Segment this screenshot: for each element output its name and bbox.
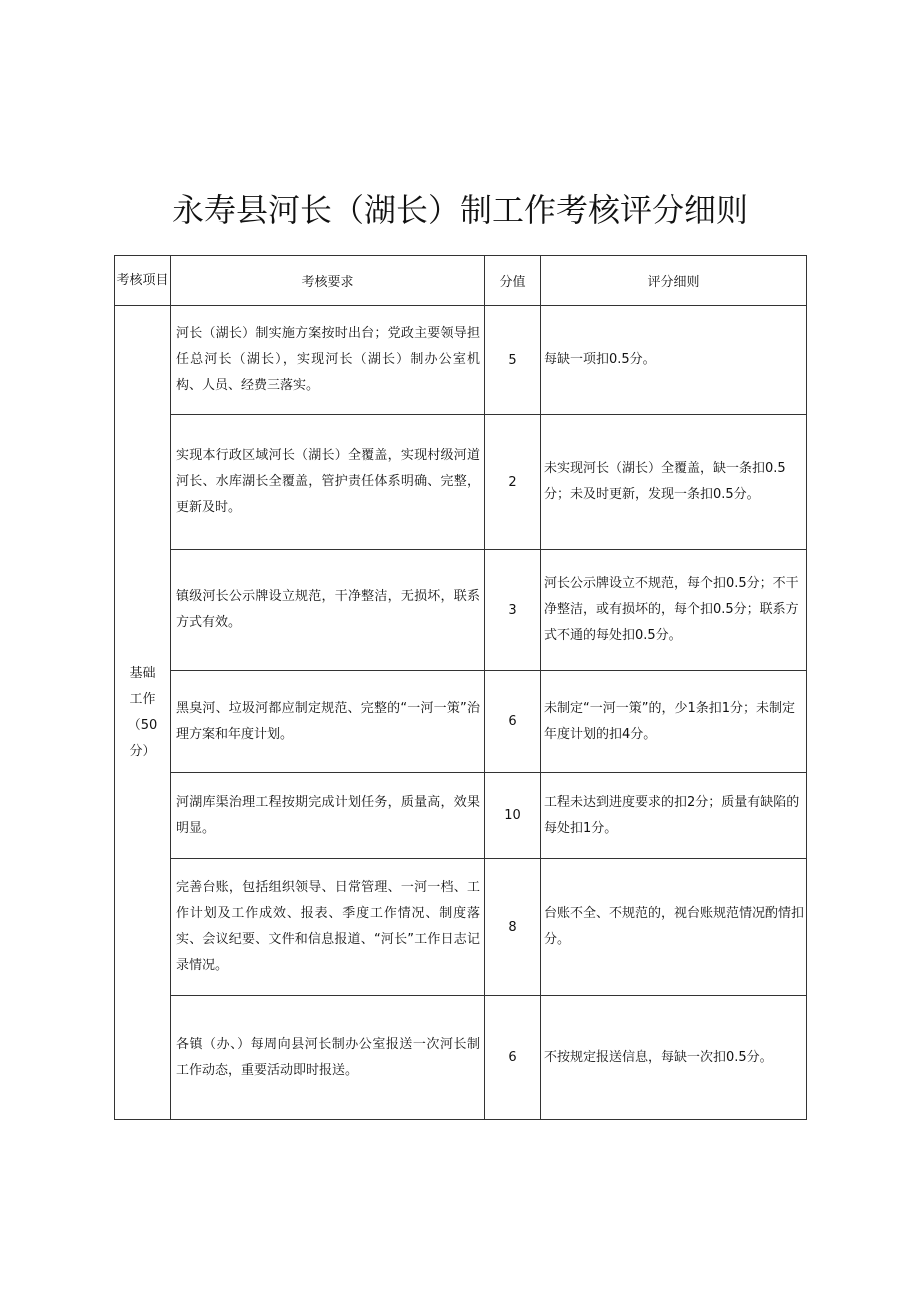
requirement-cell: 镇级河长公示牌设立规范，干净整洁，无损坏，联系方式有效。 (171, 550, 485, 671)
requirement-cell: 各镇（办、）每周向县河长制办公室报送一次河长制工作动态，重要活动即时报送。 (171, 996, 485, 1120)
category-line: （50 (127, 717, 158, 733)
rule-cell: 未实现河长（湖长）全覆盖，缺一条扣0.5分；未及时更新，发现一条扣0.5分。 (541, 415, 807, 550)
category-line: 基础 (129, 665, 156, 681)
score-cell: 6 (485, 996, 541, 1120)
requirement-cell: 河长（湖长）制实施方案按时出台；党政主要领导担任总河长（湖长），实现河长（湖长）制办公室机构、人员、经费三落实。 (171, 306, 485, 415)
score-cell: 6 (485, 671, 541, 773)
header-category: 考核项目 (115, 256, 171, 306)
score-cell: 5 (485, 306, 541, 415)
score-cell: 10 (485, 773, 541, 859)
requirement-cell: 实现本行政区域河长（湖长）全覆盖，实现村级河道河长、水库湖长全覆盖，管护责任体系明确、完整，更新及时。 (171, 415, 485, 550)
requirement-cell: 河湖库渠治理工程按期完成计划任务，质量高，效果明显。 (171, 773, 485, 859)
table-row (115, 773, 807, 859)
header-score: 分值 (485, 256, 541, 306)
score-cell: 3 (485, 550, 541, 671)
score-cell: 8 (485, 859, 541, 996)
rule-cell: 每缺一项扣0.5分。 (541, 306, 807, 415)
category-cell (115, 306, 171, 1120)
requirement-cell: 完善台账，包括组织领导、日常管理、一河一档、工作计划及工作成效、报表、季度工作情况、制度落实、会议纪要、文件和信息报道、“河长”工作日志记录情况。 (171, 859, 485, 996)
category-line: 分） (129, 743, 156, 759)
header-requirement: 考核要求 (171, 256, 485, 306)
table-header-row (115, 256, 807, 306)
rule-cell: 工程未达到进度要求的扣2分；质量有缺陷的每处扣1分。 (541, 773, 807, 859)
assessment-table (114, 255, 807, 1120)
table-row (115, 415, 807, 550)
table-row (115, 550, 807, 671)
table-row (115, 996, 807, 1120)
rule-cell: 不按规定报送信息，每缺一次扣0.5分。 (541, 996, 807, 1120)
rule-cell: 河长公示牌设立不规范，每个扣0.5分；不干净整洁，或有损坏的，每个扣0.5分；联系方式不通的每处扣0.5分。 (541, 550, 807, 671)
header-rules: 评分细则 (541, 256, 807, 306)
rule-cell: 台账不全、不规范的，视台账规范情况酌情扣分。 (541, 859, 807, 996)
requirement-cell: 黑臭河、垃圾河都应制定规范、完整的“一河一策”治理方案和年度计划。 (171, 671, 485, 773)
score-cell: 2 (485, 415, 541, 550)
document-title: 永寿县河长（湖长）制工作考核评分细则 (171, 191, 748, 229)
category-line: 工作 (129, 691, 156, 707)
table-row (115, 306, 807, 415)
table-row (115, 859, 807, 996)
table-row (115, 671, 807, 773)
rule-cell: 未制定“一河一策”的，少1条扣1分；未制定年度计划的扣4分。 (541, 671, 807, 773)
